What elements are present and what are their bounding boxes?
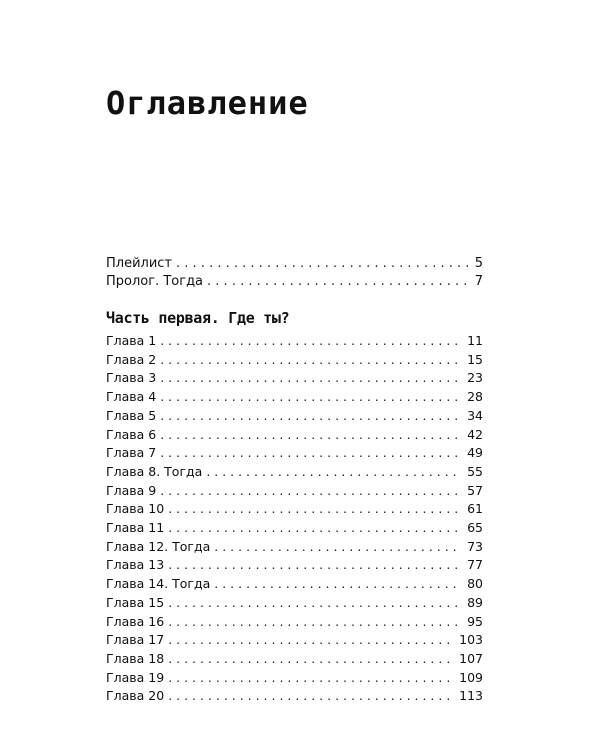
toc-entry-playlist [106,255,483,273]
dot-leader [168,594,462,612]
toc-entry-chapter [106,500,483,518]
toc-entry-chapter [106,631,483,649]
toc-entry-label: Глава 2 [106,351,157,367]
dot-leader [160,444,462,462]
toc-entry-chapter [106,575,483,593]
part-heading: Часть первая. Где ты? [106,309,290,327]
toc-entry-label: Глава 12. Тогда [106,538,211,554]
toc-entry-page: 42 [467,426,483,442]
dot-leader [168,650,454,668]
toc-entry-chapter [106,369,483,387]
toc-entry-label: Глава 6 [106,426,157,442]
toc-entry-label: Глава 13 [106,557,165,573]
toc-entry-chapter [106,482,483,500]
toc-entry-label: Глава 5 [106,407,157,423]
toc-entry-label: Глава 17 [106,632,165,648]
toc-entry-label: Глава 9 [106,482,157,498]
toc-entry-chapter [106,519,483,537]
toc-entry-page: 23 [467,370,483,386]
toc-entry-label: Глава 10 [106,501,165,517]
toc-entry-page: 7 [474,274,483,289]
toc-entry-page: 107 [459,650,483,666]
toc-entry-label: Глава 8. Тогда [106,463,203,479]
dot-leader [168,519,462,537]
toc-entry-page: 57 [467,482,483,498]
dot-leader [207,273,470,291]
toc-entry-label: Глава 15 [106,594,165,610]
toc-entry-page: 11 [467,333,483,348]
toc-entry-chapter [106,556,483,574]
toc-entry-page: 15 [467,351,483,367]
toc-entry-page: 61 [467,501,483,517]
dot-leader [160,426,462,444]
toc-entry-page: 34 [467,407,483,423]
toc-entry-label: Глава 7 [106,445,157,461]
toc-entry-chapter [106,444,483,462]
toc-entry-label: Глава 1 [106,333,157,348]
toc-entry-label: Глава 4 [106,389,157,405]
toc-entry-label: Глава 3 [106,370,157,386]
dot-leader [160,407,462,425]
toc-entry-prologue [106,273,483,291]
toc-entry-chapter [106,351,483,369]
toc-entry-page: 95 [467,613,483,629]
dot-leader [160,388,462,406]
dot-leader [168,613,462,631]
dot-leader [168,687,454,705]
dot-leader [176,255,470,273]
page-title: Оглавление [106,84,309,122]
toc-entry-page: 55 [467,463,483,479]
toc-entry-label: Глава 20 [106,688,165,704]
toc-entry-label: Глава 11 [106,520,165,535]
toc-entry-page: 77 [467,557,483,573]
dot-leader [168,669,454,687]
toc-entry-label: Плейлист [106,256,173,271]
dot-leader [160,332,462,350]
toc-entry-page: 109 [459,669,483,685]
toc-entry-page: 80 [467,576,483,592]
toc-entry-page: 89 [467,594,483,610]
dot-leader [160,482,462,500]
toc-entry-chapter [106,594,483,612]
toc-entry-chapter [106,669,483,687]
toc-entry-page: 65 [467,520,483,535]
toc-entry-chapter [106,388,483,406]
toc-entry-page: 73 [467,538,483,554]
toc-entry-chapter [106,538,483,556]
dot-leader [168,556,462,574]
dot-leader [214,575,462,593]
toc-entry-label: Глава 16 [106,613,165,629]
dot-leader [168,500,462,518]
toc-entry-page: 5 [474,256,483,271]
dot-leader [214,538,462,556]
toc-entry-chapter [106,687,483,705]
dot-leader [168,631,454,649]
toc-entry-chapter [106,332,483,350]
toc-entry-label: Пролог. Тогда [106,274,204,289]
dot-leader [160,369,462,387]
toc-entry-page: 113 [459,688,483,704]
toc-entry-chapter [106,426,483,444]
toc-entry-page: 49 [467,445,483,461]
toc-entry-page: 103 [459,632,483,648]
toc-entry-chapter [106,613,483,631]
toc-entry-label: Глава 14. Тогда [106,576,211,592]
toc-entry-label: Глава 18 [106,650,165,666]
toc-entry-chapter [106,650,483,668]
toc-entry-label: Глава 19 [106,669,165,685]
dot-leader [160,351,462,369]
dot-leader [206,463,462,481]
toc-entry-chapter [106,463,483,481]
toc-entry-page: 28 [467,389,483,405]
toc-entry-chapter [106,407,483,425]
